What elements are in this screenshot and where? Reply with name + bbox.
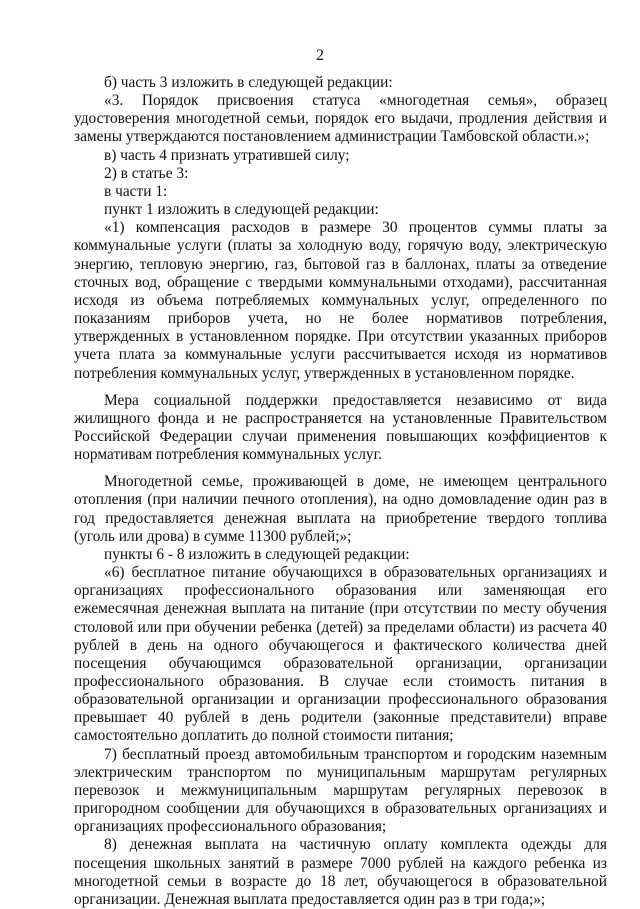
paragraph-article3: 2) в статье 3:	[104, 164, 189, 182]
document-body	[74, 74, 607, 909]
paragraph-item1-compensation: «1) компенсация расходов в размере 30 процентов суммы платы за коммунальные услуги (платы за холодную воду, горячую воду, электрическую энергию, тепловую энергию, газ, бытовой газ в баллонах, платы за отведение сточных вод, обращение с твердыми коммунальными отходами), рассчитанная исходя из объема потребляемых коммунальных услуг, определенного по показаниям приборов учета, но не более нормативов потребления, утвержденных в установленном порядке. При отсутствии указанных приборов учета плата за коммунальные услуги рассчитывается исходя из нормативов потребления коммунальных услуг, утвержденных в установленном порядке.	[74, 219, 607, 382]
paragraph-item8-clothing: 8) денежная выплата на частичную оплату комплекта одежды для посещения школьных занятий в размере 7000 рублей на каждого ребенка из многодетной семьи в возрасте до 18 лет, обучающегося в образовательной организации. Денежная выплата предоставляется один раз в три года;»;	[74, 836, 607, 908]
paragraph-v-part4: в) часть 4 признать утратившей силу;	[104, 146, 350, 164]
paragraph-items6-8-heading: пункты 6 - 8 изложить в следующей редакции:	[104, 545, 410, 563]
paragraph-heating-payment: Многодетной семье, проживающей в доме, не имеющем центрального отопления (при наличии печного отопления), на одно домовладение один раз в год предоставляется денежная выплата на приобретение твердого топлива (уголь или дрова) в сумме 11300 рублей;»;	[74, 473, 607, 545]
paragraph-in-part1: в части 1:	[104, 182, 168, 200]
paragraph-part3-text: «3. Порядок присвоения статуса «многодетная семья», образец удостоверения многодетной семьи, порядок его выдачи, продления действия и замены утверждаются постановлением администрации Тамбовской области.»;	[74, 92, 607, 146]
paragraph-item7-transport: 7) бесплатный проезд автомобильным транспортом и городским наземным электрическим транспортом по муниципальным маршрутам регулярных перевозок и межмуниципальным маршрутам регулярных перевозок в пригородном сообщении для обучающихся в образовательных организациях и организациях профессионального образования;	[74, 745, 607, 836]
page-number: 2	[316, 47, 324, 64]
paragraph-b-part3: б) часть 3 изложить в следующей редакции:	[104, 74, 393, 91]
paragraph-item6-meals: «6) бесплатное питание обучающихся в образовательных организациях и организациях профессионального образования или заменяющая его ежемесячная денежная выплата на питание (при отсутствии по месту обучения столовой или при обучении ребенка (детей) за пределами области) из расчета 40 рублей в день на одного обучающегося и фактического количества дней посещения обучающимся образовательной организации, организации профессионального образования. В случае если стоимость питания в образовательной организации и организации профессионального образования превышает 40 рублей в день родители (законные представители) вправе самостоятельно доплатить до полной стоимости питания;	[74, 564, 607, 745]
paragraph-support-measure: Мера социальной поддержки предоставляется независимо от вида жилищного фонда и не распространяется на установленные Правительством Российской Федерации случаи применения повышающих коэффициентов к нормативам потребления коммунальных услуг.	[74, 391, 607, 464]
paragraph-item1-heading: пункт 1 изложить в следующей редакции:	[104, 201, 379, 219]
